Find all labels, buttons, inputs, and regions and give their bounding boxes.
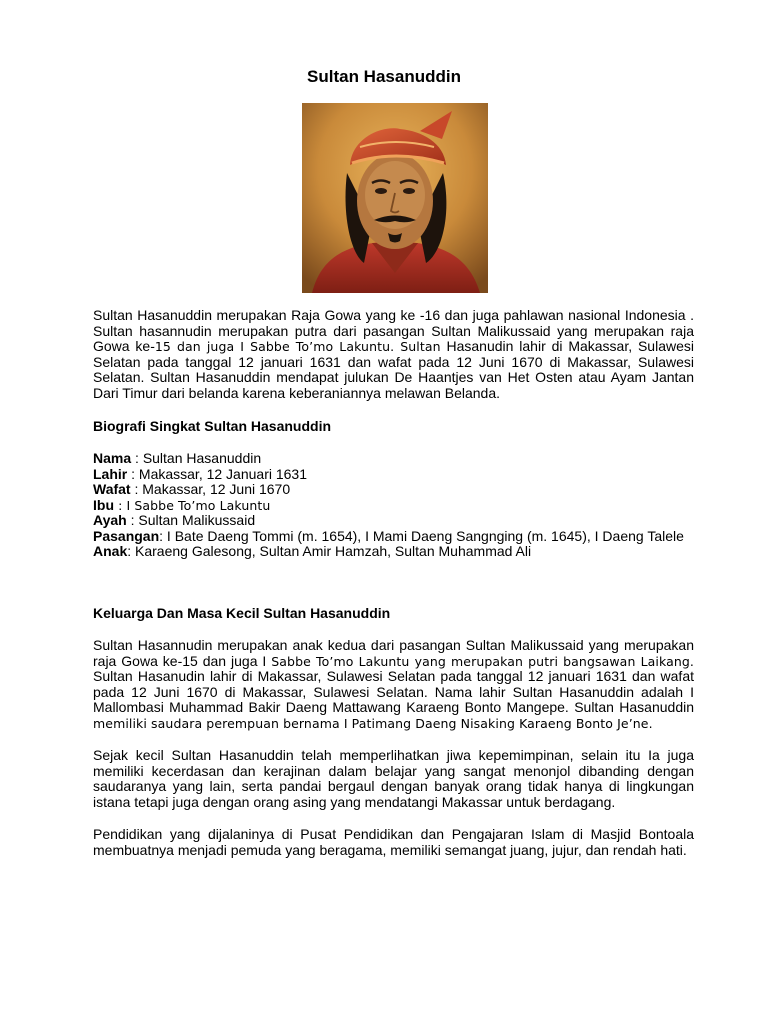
bio-value: Karaeng Galesong, Sultan Amir Hamzah, Sultan Muhammad Ali <box>135 543 532 559</box>
education-paragraph: Pendidikan yang dijalaninya di Pusat Pendidikan dan Pengajaran Islam di Masjid Bontoala membuatnya menjadi pemuda yang beragama, memiliki semangat juang, jujur, dan rendah hati. <box>93 826 694 858</box>
bio-row-ayah: Ayah : Sultan Malikussaid <box>93 512 256 528</box>
intro-text-1: Sultan Hasanuddin merupakan Raja Gowa yang ke -16 dan juga pahlawan nasional Indonesia . Sultan hasannudin merupakan putra dari pasangan Sultan Malikussaid yang merupakan raja Gowa ke- <box>93 307 694 354</box>
family-paragraph: Sultan Hasannudin merupakan anak kedua dari pasangan Sultan Malikussaid yang merupakan raja Gowa ke-15 dan juga I Sabbe To’mo Lakuntu yang merupakan putri bangsawan Laikang. Sultan Hasanudin lahir di Makassar, Sulawesi Selatan pada tanggal 12 januari 1631 dan wafat pada 12 Juni 1670 di Makassar, Sulawesi Selatan. Nama lahir Sultan Hasanuddin adalah I Mallombasi Muhammad Bakir Daeng Mattawang Karaeng Bonto Mangepe. Sultan Hasanuddin memiliki saudara perempuan bernama I Patimang Daeng Nisaking Karaeng Bonto Je’ne. <box>93 637 694 731</box>
bio-row-anak: Anak: Karaeng Galesong, Sultan Amir Hamzah, Sultan Muhammad Ali <box>93 543 532 559</box>
bio-heading: Biografi Singkat Sultan Hasanuddin <box>93 418 332 434</box>
bio-label: Ayah <box>93 512 127 528</box>
bio-value: Sultan Hasanuddin <box>142 450 262 466</box>
bio-row-pasangan: Pasangan: I Bate Daeng Tommi (m. 1654), I Mami Daeng Sangnging (m. 1645), I Daeng Talele <box>93 527 684 544</box>
family-heading: Keluarga Dan Masa Kecil Sultan Hasanuddin <box>93 605 391 621</box>
bio-row-wafat: Wafat : Makassar, 12 Juni 1670 <box>93 481 291 497</box>
intro-text-2: 15 dan juga I Sabbe To’mo Lakuntu. Sultan <box>154 339 441 354</box>
bio-label: Wafat <box>93 481 131 497</box>
bio-label: Pasangan <box>93 527 160 544</box>
bio-value: Makassar, 12 Januari 1631 <box>138 465 308 482</box>
bio-value: I Bate Daeng Tommi (m. 1654), I Mami Daeng Sangnging (m. 1645), I Daeng Talele <box>166 527 684 544</box>
bio-value: Sultan Malikussaid <box>138 512 256 528</box>
bio-list <box>93 451 694 560</box>
intro-text-3: Hasanudin lahir di Makassar, Sulawesi Selatan pada tanggal 12 januari 1631 dan wafat pada 12 Juni 1670 di Makassar, Sulawesi Selatan. Sultan Hasanuddin mendapat julukan De Haantjes van Het Osten atau Ayam Jantan Dari Timur dari belanda karena keberaniannya melawan Belanda. <box>93 338 694 401</box>
bio-label: Anak <box>93 543 128 559</box>
bio-row-nama: Nama : Sultan Hasanuddin <box>93 450 262 466</box>
portrait-image <box>302 103 488 293</box>
bio-value: I Sabbe To’mo Lakuntu <box>126 497 271 513</box>
bio-label: Ibu <box>93 496 114 513</box>
bio-row-lahir: Lahir : Makassar, 12 Januari 1631 <box>93 465 308 482</box>
intro-paragraph <box>93 308 694 401</box>
bio-value: Makassar, 12 Juni 1670 <box>142 481 291 497</box>
bio-label: Nama <box>93 450 132 466</box>
bio-label: Lahir <box>93 465 128 482</box>
bio-row-ibu: Ibu : I Sabbe To’mo Lakuntu <box>93 496 271 513</box>
childhood-paragraph: Sejak kecil Sultan Hasanuddin telah memperlihatkan jiwa kepemimpinan, selain itu Ia juga memiliki kecerdasan dan kerajinan dalam belajar yang sangat menonjol dibanding dengan saudaranya yang lain, serta pandai bergaul dengan banyak orang tidak hanya di lingkungan istana tetapi juga dengan orang asing yang mendatangi Makassar untuk berdagang. <box>93 747 694 810</box>
document-title: Sultan Hasanuddin <box>307 67 461 86</box>
